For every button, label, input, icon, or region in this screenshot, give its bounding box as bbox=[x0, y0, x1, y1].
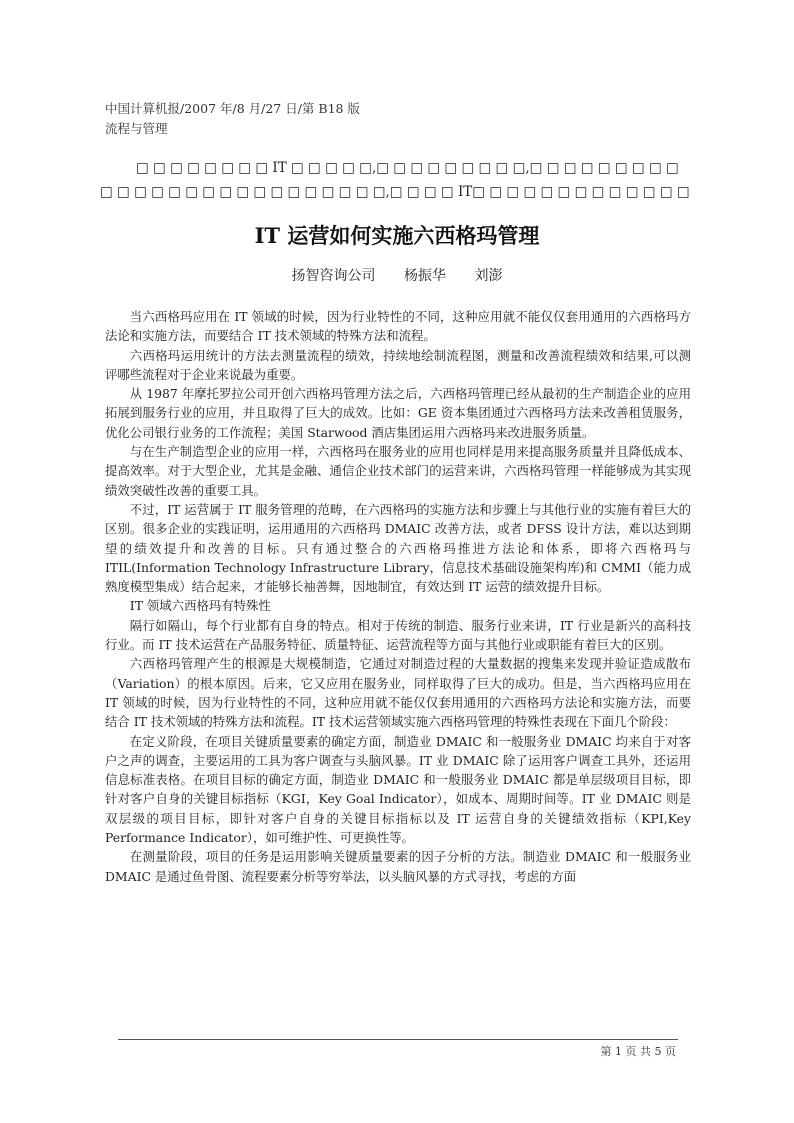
section-heading: IT 领域六西格玛有特殊性 bbox=[129, 598, 271, 614]
body-paragraph: 当六西格玛应用在 IT 领域的时候，因为行业特性的不同，这种应用就不能仅仅套用通用的六西格玛方法论和实施方法，而要结合 IT 技术领域的特殊方法和流程。 bbox=[105, 309, 691, 344]
column-name: 流程与管理 bbox=[105, 121, 168, 136]
page-number: 第 1 页 共 5 页 bbox=[600, 1045, 676, 1058]
garbled-lead-line-1: □ □ □ □ □ □ □ □ IT □ □ □ □ □,□ □ □ □ □ □ □ □ □,□ □ □ □ □ □ □ □ □ bbox=[136, 160, 679, 176]
body-paragraph: 与在生产制造型企业的应用一样，六西格玛在服务业的应用也同样是用来提高服务质量并且降低成本、提高效率。对于大型企业，尤其是金融、通信企业技术部门的运营来讲，六西格玛管理一样能够成为其实现绩效突破性改善的重要工具。 bbox=[105, 444, 691, 498]
article-body bbox=[105, 307, 691, 886]
publication-source: 中国计算机报/2007 年/8 月/27 日/第 B18 版 bbox=[105, 101, 360, 116]
body-paragraph: 隔行如隔山，每个行业都有自身的特点。相对于传统的制造、服务行业来讲，IT 行业是新兴的高科技行业。而 IT 技术运营在产品服务特征、质量特征、运营流程等方面与其他行业或职能有着巨大的区别。 bbox=[105, 617, 691, 653]
author-company: 扬智咨询公司 bbox=[291, 268, 376, 284]
garbled-lead-line-2: □ □ □ □ □ □ □ □ □ □ □ □ □ □ □ □ □,□ □ □ □ IT□ □ □ □ □ □ □ □ □ □ □ □ □ bbox=[100, 184, 690, 200]
body-paragraph: 六西格玛运用统计的方法去测量流程的绩效，持续地绘制流程图，测量和改善流程绩效和结果,可以测评哪些流程对于企业来说最为重要。 bbox=[105, 347, 691, 382]
author-name: 刘澎 bbox=[474, 268, 503, 284]
body-paragraph: 六西格玛管理产生的根源是大规模制造，它通过对制造过程的大量数据的搜集来发现并验证造成散布（Variation）的根本原因。后来，它又应用在服务业，同样取得了巨大的成功。但是，当六西格玛应用在 IT 领域的时候，因为行业特性的不同，这种应用就不能仅仅套用通用的六西格玛方法论和实施方法，而要结合 IT 技术领域的特殊方法和流程。IT 技术运营领域实施六西格玛管理的特殊性表现在下面几个阶段： bbox=[105, 656, 691, 730]
body-paragraph: 在定义阶段，在项目关键质量要素的确定方面，制造业 DMAIC 和一般服务业 DMAIC 均来自于对客户之声的调查，主要运用的工具为客户调查与头脑风暴。IT 业 DMAIC 除了运用客户调查工具外，还运用信息标准表格。在项目目标的确定方面，制造业 DMAIC 和一般服务业 DMAIC 都是单层级项目目标，即针对客户自身的关键目标指标（KGI，Key Goal Indicator），如成本、周期时间等。IT 业 DMAIC 则是双层级的项目目标，即针对客户自身的关键目标指标以及 IT 运营自身的关键绩效指标（KPI,Key Performance Indicator），如可维护性、可更换性等。 bbox=[105, 733, 691, 846]
body-paragraph: 在测量阶段，项目的任务是运用影响关键质量要素的因子分析的方法。制造业 DMAIC 和一般服务业 DMAIC 是通过鱼骨图、流程要素分析等穷举法，以头脑风暴的方式寻找，考虑的方面 bbox=[105, 849, 691, 884]
article-title: IT 运营如何实施六西格玛管理 bbox=[254, 223, 540, 248]
body-paragraph: 不过，IT 运营属于 IT 服务管理的范畴，在六西格玛的实施方法和步骤上与其他行业的实施有着巨大的区别。很多企业的实践证明，运用通用的六西格玛 DMAIC 改善方法，或者 DFSS 设计方法，难以达到期望的绩效提升和改善的目标。只有通过整合的六西格玛推进方法论和体系，即将六西格玛与 ITIL(Information Technology Infrastructure Library，信息技术基础设施架构库)和 CMMI（能力成熟度模型集成）结合起来，才能够长袖善舞，因地制宜，有效达到 IT 运营的绩效提升目标。 bbox=[105, 501, 691, 595]
author-name: 杨振华 bbox=[404, 268, 446, 284]
body-paragraph: 从 1987 年摩托罗拉公司开创六西格玛管理方法之后，六西格玛管理已经从最初的生产制造企业的应用拓展到服务行业的应用，并且取得了巨大的成效。比如：GE 资本集团通过六西格玛方法来改善租赁服务，优化公司银行业务的工作流程；美国 Starwood 酒店集团运用六西格玛来改进服务质量。 bbox=[105, 386, 691, 440]
article-authors bbox=[0, 265, 794, 285]
footer-divider bbox=[118, 1039, 678, 1040]
